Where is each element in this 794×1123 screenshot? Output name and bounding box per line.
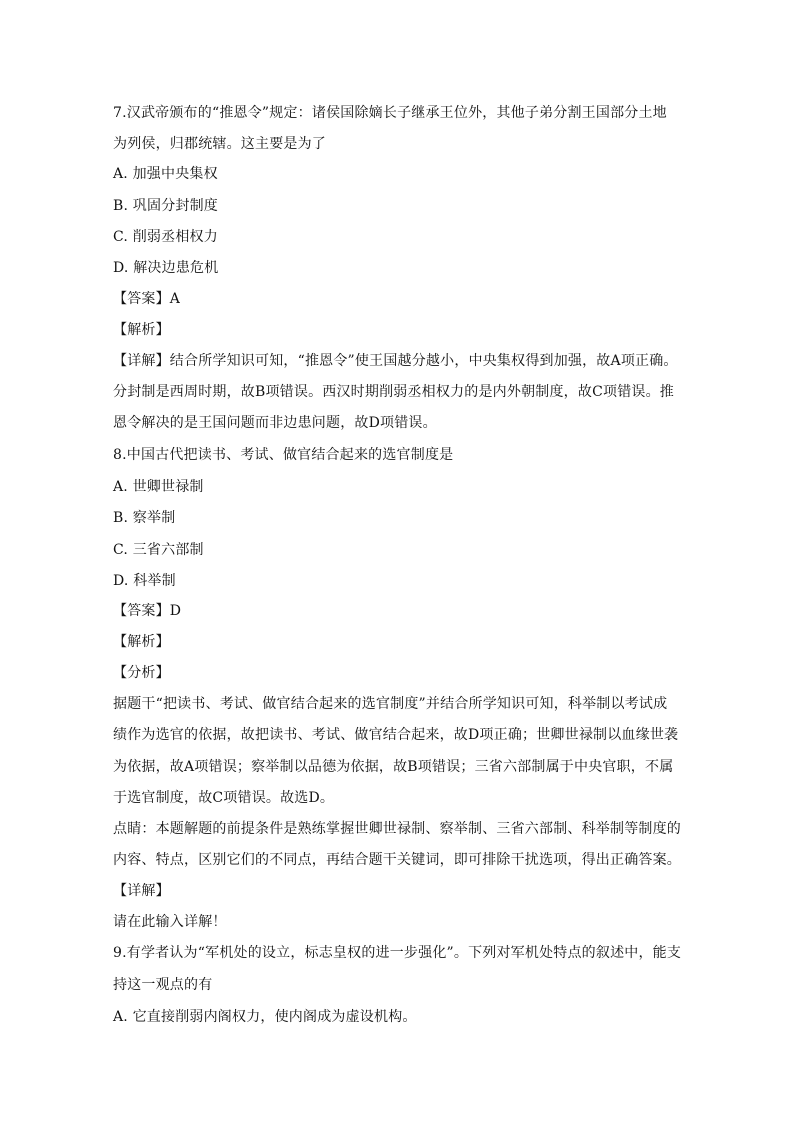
q8-dianjing-line-1: 点睛：本题解题的前提条件是熟练掌握世卿世禄制、察举制、三省六部制、科举制等制度的 <box>113 821 681 837</box>
q8-dianjing-line-2: 内容、特点，区别它们的不同点，再结合题干关键词，即可排除干扰选项，得出正确答案。 <box>113 852 681 868</box>
q7-stem-line-2: 为列侯，归郡统辖。这主要是为了 <box>113 136 326 152</box>
q9-stem-line-1: 9.有学者认为“军机处的设立，标志皇权的进一步强化”。下列对军机处特点的叙述中，能支 <box>113 945 682 961</box>
q7-answer: 【答案】A <box>113 291 181 307</box>
q7-option-a: A. 加强中央集权 <box>113 166 218 182</box>
q8-stem-line-1: 8.中国古代把读书、考试、做官结合起来的选官制度是 <box>113 447 454 463</box>
q7-option-b: B. 巩固分封制度 <box>113 198 218 214</box>
q7-option-c: C. 削弱丞相权力 <box>113 229 218 245</box>
q8-fenxi-line-3: 为依据，故A项错误；察举制以品德为依据，故B项错误；三省六部制属于中央官职，不属 <box>113 759 674 775</box>
q9-stem-line-2: 持这一观点的有 <box>113 977 213 993</box>
q7-analysis-heading: 【解析】 <box>113 322 170 338</box>
q7-stem-line-1: 7.汉武帝颁布的“推恩令”规定：诸侯国除嫡长子继承王位外，其他子弟分割王国部分土地 <box>113 105 667 121</box>
q7-detail-line-1: 【详解】结合所学知识可知，“推恩令”使王国越分越小，中央集权得到加强，故A项正确。 <box>113 353 678 369</box>
q8-detail-placeholder: 请在此输入详解！ <box>113 914 227 930</box>
q8-fenxi-line-1: 据题干“把读书、考试、做官结合起来的选官制度”并结合所学知识可知，科举制以考试成 <box>113 696 668 712</box>
q7-detail-line-3: 恩令解决的是王国问题而非边患问题，故D项错误。 <box>113 415 437 431</box>
q8-analysis-heading: 【解析】 <box>113 634 170 650</box>
q8-fenxi-heading: 【分析】 <box>113 665 170 681</box>
q8-fenxi-line-4: 于选官制度，故C项错误。故选D。 <box>113 790 335 806</box>
q9-option-a: A. 它直接削弱内阁权力，使内阁成为虚设机构。 <box>113 1009 417 1025</box>
q8-option-b: B. 察举制 <box>113 510 176 526</box>
q7-detail-line-2: 分封制是西周时期，故B项错误。西汉时期削弱丞相权力的是内外朝制度，故C项错误。推 <box>113 384 674 400</box>
q8-option-a: A. 世卿世禄制 <box>113 479 204 495</box>
q8-fenxi-line-2: 绩作为选官的依据，故把读书、考试、做官结合起来，故D项正确；世卿世禄制以血缘世袭 <box>113 727 679 743</box>
q8-option-d: D. 科举制 <box>113 573 176 589</box>
q8-option-c: C. 三省六部制 <box>113 542 204 558</box>
q8-answer: 【答案】D <box>113 603 182 619</box>
q8-detail-heading: 【详解】 <box>113 883 170 899</box>
q7-option-d: D. 解决边患危机 <box>113 260 219 276</box>
